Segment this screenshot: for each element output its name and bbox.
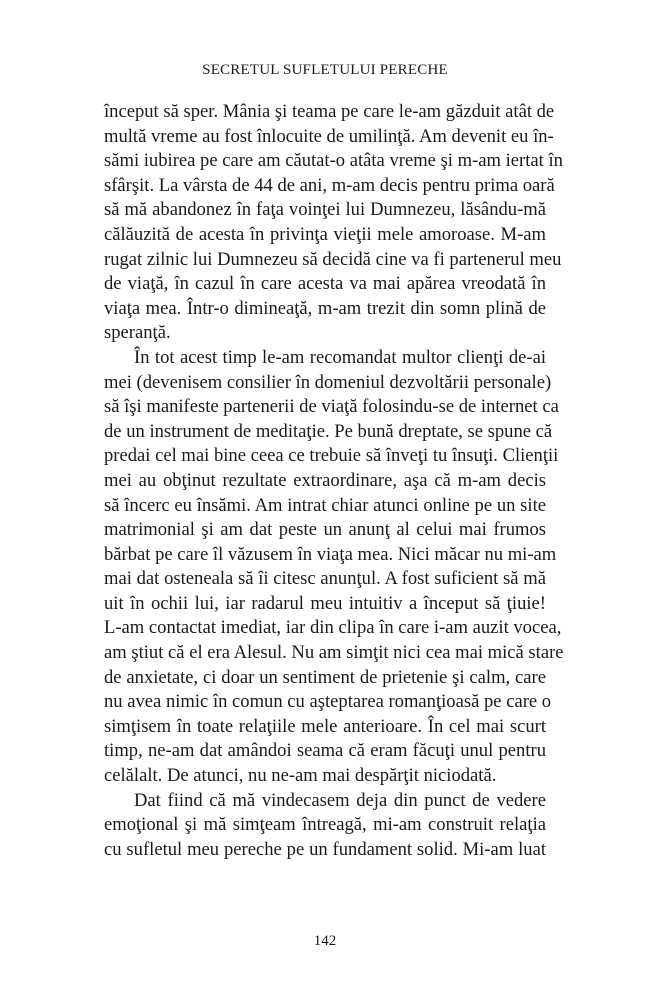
- text-line: multă vreme au fost înlocuite de umilinţă. Am devenit eu în-: [104, 125, 554, 147]
- text-line: să încerc eu însămi. Am intrat chiar atunci online pe un site: [104, 494, 546, 516]
- text-line: Dat fiind că mă vindecasem deja din punct de vedere: [134, 789, 546, 811]
- text-line: de anxietate, ci doar un sentiment de prietenie şi calm, care: [104, 666, 546, 688]
- paragraph: [104, 789, 546, 863]
- text-line: de viaţă, în cazul în care acesta va mai apărea vreodată în: [104, 273, 546, 295]
- paragraph: [104, 346, 564, 789]
- text-line: am ştiut că el era Alesul. Nu am simţit nici cea mai mică stare: [104, 642, 564, 664]
- text-line: cu sufletul meu pereche pe un fundament solid. Mi-am luat: [104, 838, 546, 860]
- text-line: simţisem în toate relaţiile mele anterioare. În cel mai scurt: [104, 715, 546, 737]
- body-text: [104, 100, 564, 862]
- text-line: mei au obţinut rezultate extraordinare, aşa că m-am decis: [104, 469, 546, 491]
- text-line: să îşi manifeste partenerii de viaţă folosindu-se de internet ca: [104, 396, 559, 418]
- text-line: uit în ochii lui, iar radarul meu intuitiv a început să ţiuie!: [104, 592, 546, 614]
- running-head: SECRETUL SUFLETULUI PERECHE: [202, 62, 448, 78]
- text-line: sămi iubirea pe care am căutat-o atâta vreme şi m-am iertat în: [104, 150, 563, 172]
- paragraph: [104, 100, 563, 346]
- text-line: sfârşit. La vârsta de 44 de ani, m-am decis pentru prima oară: [104, 174, 555, 196]
- text-line: nu avea nimic în comun cu aşteptarea romanţioasă pe care o: [104, 691, 552, 713]
- text-line: călăuzită de acesta în privinţa vieţii mele amoroase. M-am: [104, 223, 546, 245]
- text-line: În tot acest timp le-am recomandat multor clienţi de-ai: [134, 346, 546, 368]
- text-line: emoţional şi mă simţeam întreagă, mi-am construit relaţia: [104, 814, 546, 836]
- text-line: timp, ne-am dat amândoi seama că eram făcuţi unul pentru: [104, 740, 546, 762]
- text-line: L-am contactat imediat, iar din clipa în care i-am auzit vocea,: [104, 617, 562, 639]
- text-line: matrimonial şi am dat peste un anunţ al celui mai frumos: [104, 519, 546, 541]
- text-line: bărbat pe care îl văzusem în viaţa mea. Nici măcar nu mi-am: [104, 543, 557, 565]
- text-line: predai cel mai bine ceea ce trebuie să înveţi tu însuţi. Clienţii: [104, 445, 559, 467]
- text-line: celălalt. De atunci, nu ne-am mai despărţit niciodată.: [104, 765, 497, 787]
- text-line: să mă abandonez în faţa voinţei lui Dumnezeu, lăsându-mă: [104, 199, 546, 221]
- text-line: viaţa mea. Într-o dimineaţă, m-am trezit din somn plină de: [104, 297, 546, 319]
- text-line: mai dat osteneala să îi citesc anunţul. A fost suficient să mă: [104, 568, 546, 590]
- page-number: 142: [313, 933, 337, 949]
- text-line: speranţă.: [104, 322, 171, 344]
- text-line: început să sper. Mânia şi teama pe care le-am găzduit atât de: [104, 101, 555, 122]
- text-line: rugat zilnic lui Dumnezeu să decidă cine va fi partenerul meu: [104, 248, 562, 270]
- text-line: mei (devenisem consilier în domeniul dezvoltării personale): [104, 371, 552, 393]
- text-line: de un instrument de meditaţie. Pe bună dreptate, se spune că: [104, 420, 553, 442]
